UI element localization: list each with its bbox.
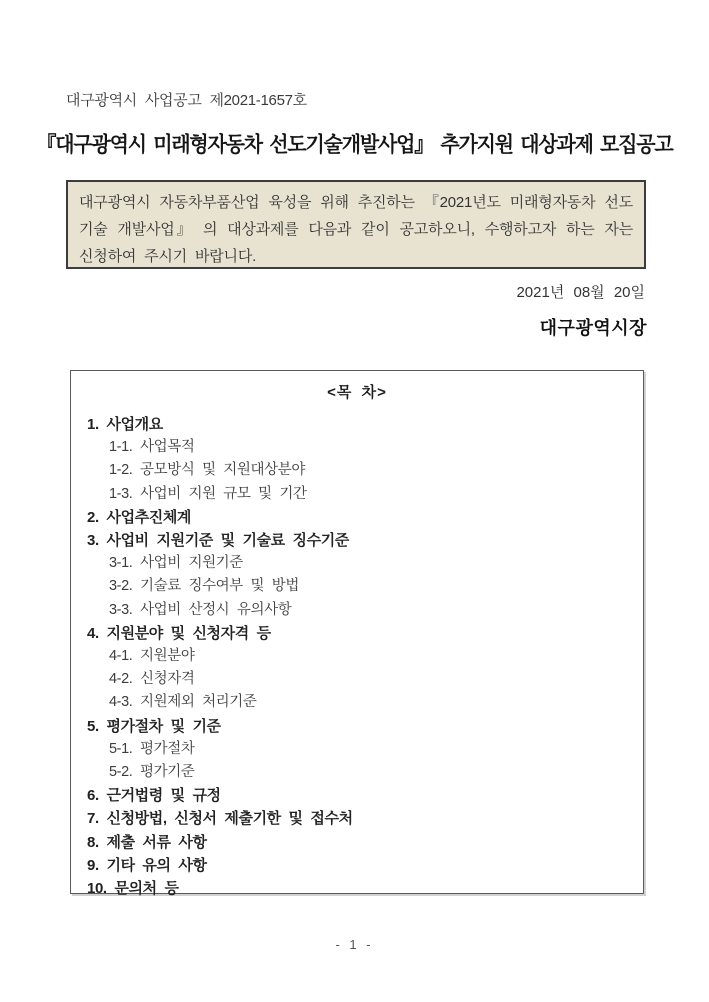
toc-list [87,413,627,900]
doc-number: 대구광역시 사업공고 제2021-1657호 [66,92,307,109]
toc-item: 7. 신청방법, 신청서 제출기한 및 접수처 [87,810,353,828]
toc-item: 2. 사업추진체계 [87,508,192,526]
toc-item: 5-1. 평가절차 [109,740,195,757]
toc-item: 6. 근거법령 및 규정 [87,787,221,805]
toc-item: 4-2. 신청자격 [109,671,195,688]
toc-item: 1-3. 사업비 지원 규모 및 기간 [109,485,307,502]
toc-item: 1-2. 공모방식 및 지원대상분야 [109,462,305,479]
toc-item: 3-1. 사업비 지원기준 [109,555,243,572]
toc-item: 4. 지원분야 및 신청자격 등 [87,624,271,642]
issuer-name: 대구광역시장 [539,318,647,338]
toc-item: 1-1. 사업목적 [109,439,195,456]
toc-item: 3. 사업비 지원기준 및 기술료 징수기준 [87,532,349,550]
toc-item: 1. 사업개요 [87,416,163,433]
toc-item: 5-2. 평가기준 [109,764,195,781]
toc-item: 3-2. 기술료 징수여부 및 방법 [109,578,299,595]
page-title: 『대구광역시 미래형자동차 선도기술개발사업』 추가지원 대상과제 모집공고 [36,133,673,157]
toc-box [70,370,644,898]
page-number: - 1 - [335,937,374,952]
toc-item: 10. 문의처 등 [87,880,179,898]
toc-item: 4-1. 지원분야 [109,648,195,665]
intro-box: 대구광역시 자동차부품산업 육성을 위해 추진하는 『2021년도 미래형자동차 선도기술 개발사업』 의 대상과제를 다음과 같이 공고하오니, 수행하고자 하는 자는 신청하여 주시기 바랍니다. [66,180,646,269]
announcement-date: 2021년 08월 20일 [516,284,645,301]
toc-item: 9. 기타 유의 사항 [87,856,207,874]
toc-item: 3-3. 사업비 산정시 유의사항 [109,601,292,618]
toc-item: 4-3. 지원제외 처리기준 [109,694,257,711]
toc-title: <목 차> [327,384,387,401]
toc-item: 5. 평가절차 및 기준 [87,717,221,735]
toc-item: 8. 제출 서류 사항 [87,833,207,851]
